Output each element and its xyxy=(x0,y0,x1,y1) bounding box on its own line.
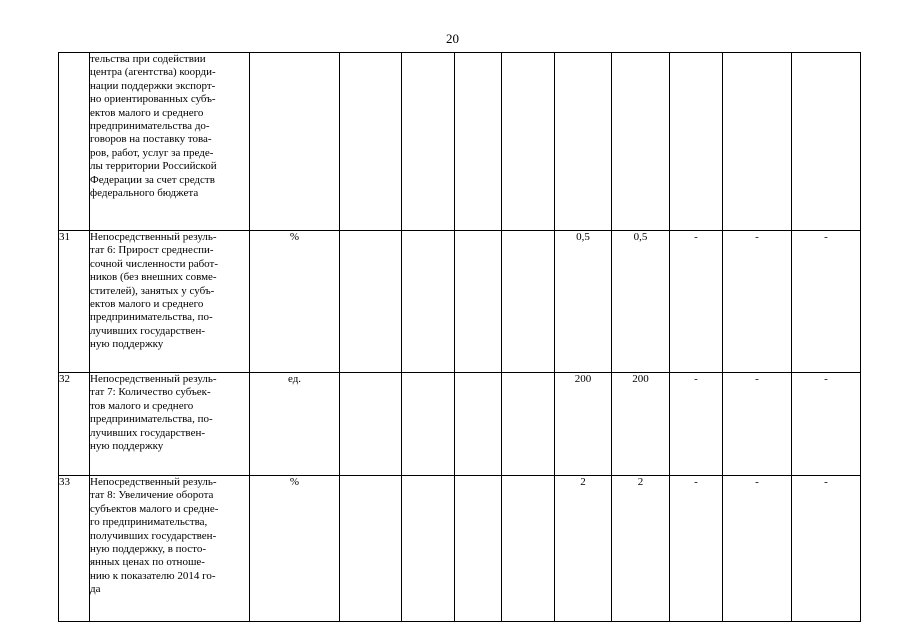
indicator-name-line: субъектов малого и средне- xyxy=(90,502,219,515)
indicator-name-line: ную поддержку xyxy=(90,338,164,351)
indicator-name-line: предпринимательства, по- xyxy=(90,413,213,426)
indicator-name-line: ектов малого и среднего xyxy=(90,298,204,311)
indicator-name-line: центра (агентства) коорди- xyxy=(90,66,216,79)
value-cell: - xyxy=(792,231,861,373)
indicator-name-line: предпринимательства до- xyxy=(90,120,210,133)
value-cell: 0,5 xyxy=(555,231,612,373)
value-cell xyxy=(455,53,502,231)
indicator-name-line: го предпринимательства, xyxy=(90,516,208,529)
indicator-name-line: Непосредственный резуль- xyxy=(90,476,217,488)
table-row xyxy=(59,53,861,231)
value-cell: 200 xyxy=(612,373,670,476)
value-cell: 0,5 xyxy=(612,231,670,373)
indicator-name-cell xyxy=(90,231,250,373)
unit-cell xyxy=(250,53,340,231)
indicator-name-cell xyxy=(90,53,250,231)
value-cell xyxy=(340,373,402,476)
value-cell xyxy=(670,53,723,231)
indicator-name-line: ную поддержку xyxy=(90,440,164,453)
indicator-name-line: тат 8: Увеличение оборота xyxy=(90,489,214,502)
indicator-name-line: получивших государствен- xyxy=(90,529,217,542)
value-cell: - xyxy=(792,476,861,622)
indicator-name-line: нию к показателю 2014 го- xyxy=(90,569,216,582)
indicator-name-line: лучивших государствен- xyxy=(90,324,205,337)
indicator-name-line: Федерации за счет средств xyxy=(90,173,215,186)
indicator-name-cell xyxy=(90,373,250,476)
indicator-name-line: нации поддержки экспорт- xyxy=(90,79,216,92)
indicator-name-line: стителей), занятых у субъ- xyxy=(90,284,215,297)
row-number-cell xyxy=(59,53,90,231)
page-number: 20 xyxy=(446,31,459,46)
value-cell xyxy=(402,231,455,373)
value-cell xyxy=(612,53,670,231)
indicator-name-line: но ориентированных субъ- xyxy=(90,93,216,106)
unit-cell: % xyxy=(250,231,340,373)
indicator-name-line: лы территории Российской xyxy=(90,160,217,173)
indicator-name-line: Непосредственный резуль- xyxy=(90,373,217,385)
unit-cell: % xyxy=(250,476,340,622)
indicator-name-line: тат 6: Прирост среднеспи- xyxy=(90,244,214,257)
table-row xyxy=(59,231,861,373)
value-cell xyxy=(502,373,555,476)
indicator-name-line: сочной численности работ- xyxy=(90,257,219,270)
row-number-cell: 33 xyxy=(59,476,90,622)
indicator-name-line: ектов малого и среднего xyxy=(90,106,204,119)
table-row xyxy=(59,476,861,622)
value-cell: - xyxy=(792,373,861,476)
value-cell: 2 xyxy=(612,476,670,622)
value-cell xyxy=(455,476,502,622)
value-cell xyxy=(455,231,502,373)
value-cell: - xyxy=(723,476,792,622)
indicator-name-line: тельства при содействии xyxy=(90,53,206,65)
indicator-name-line: тат 7: Количество субъек- xyxy=(90,386,211,399)
value-cell: 200 xyxy=(555,373,612,476)
value-cell xyxy=(502,231,555,373)
value-cell xyxy=(340,476,402,622)
value-cell: - xyxy=(670,373,723,476)
value-cell xyxy=(340,231,402,373)
value-cell: - xyxy=(723,231,792,373)
indicator-name-line: ную поддержку, в посто- xyxy=(90,543,206,556)
indicator-name-line: ников (без внешних совме- xyxy=(90,271,217,284)
indicator-name-line: федерального бюджета xyxy=(90,187,199,200)
indicator-name-line: предпринимательства, по- xyxy=(90,311,213,324)
indicator-name-line: говоров на поставку това- xyxy=(90,133,212,146)
indicators-table xyxy=(58,52,861,622)
indicator-name-cell xyxy=(90,476,250,622)
value-cell xyxy=(502,53,555,231)
value-cell xyxy=(402,373,455,476)
value-cell xyxy=(402,476,455,622)
value-cell: 2 xyxy=(555,476,612,622)
value-cell xyxy=(340,53,402,231)
value-cell xyxy=(502,476,555,622)
value-cell: - xyxy=(670,231,723,373)
value-cell: - xyxy=(723,373,792,476)
indicator-name-line: лучивших государствен- xyxy=(90,426,205,439)
value-cell xyxy=(723,53,792,231)
value-cell xyxy=(792,53,861,231)
table-row xyxy=(59,373,861,476)
value-cell xyxy=(555,53,612,231)
indicator-name-line: тов малого и среднего xyxy=(90,399,194,412)
value-cell: - xyxy=(670,476,723,622)
indicator-name-line: янных ценах по отноше- xyxy=(90,556,205,569)
indicator-name-line: ров, работ, услуг за преде- xyxy=(90,146,214,159)
indicator-name-line: да xyxy=(90,583,101,596)
value-cell xyxy=(455,373,502,476)
row-number-cell: 31 xyxy=(59,231,90,373)
unit-cell: ед. xyxy=(250,373,340,476)
indicator-name-line: Непосредственный резуль- xyxy=(90,231,217,243)
value-cell xyxy=(402,53,455,231)
row-number-cell: 32 xyxy=(59,373,90,476)
